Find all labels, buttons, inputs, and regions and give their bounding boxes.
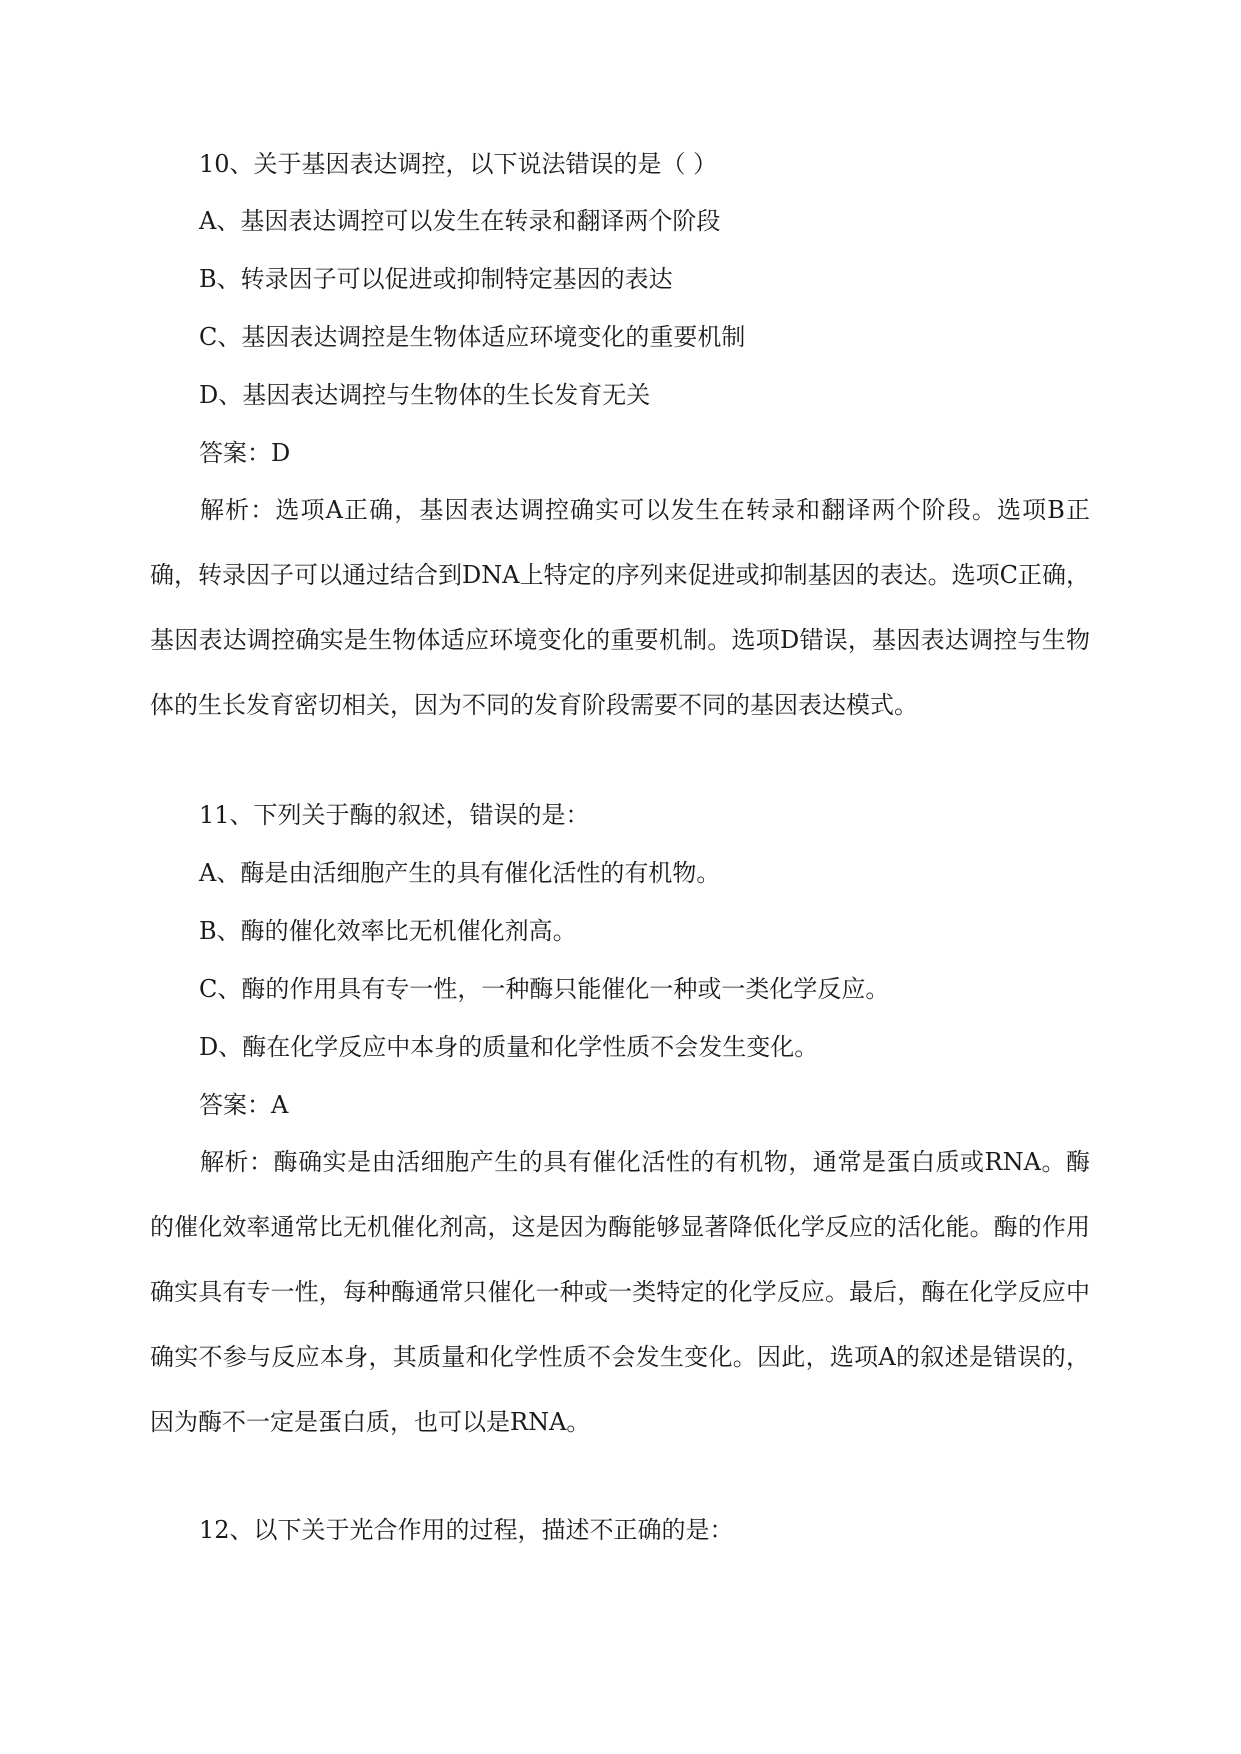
q11-answer: 答案：A <box>199 1091 289 1119</box>
q10-analysis: 解析：选项A正确，基因表达调控确实可以发生在转录和翻译两个阶段。选项B正确，转录因子可以通过结合到DNA上特定的序列来促进或抑制基因的表达。选项C正确，基因表达调控确实是生物体适应环境变化的重要机制。选项D错误，基因表达调控与生物体的生长发育密切相关，因为不同的发育阶段需要不同的基因表达模式。 <box>150 496 1090 719</box>
q11-option-d: D、酶在化学反应中本身的质量和化学性质不会发生变化。 <box>199 1033 819 1061</box>
q12-stem: 12、以下关于光合作用的过程，描述不正确的是： <box>199 1516 734 1544</box>
q11-option-c: C、酶的作用具有专一性，一种酶只能催化一种或一类化学反应。 <box>199 975 890 1003</box>
q10-answer: 答案：D <box>199 439 291 467</box>
q10-option-d: D、基因表达调控与生物体的生长发育无关 <box>199 381 651 409</box>
q10-option-b: B、转录因子可以促进或抑制特定基因的表达 <box>199 265 673 293</box>
q10-option-a: A、基因表达调控可以发生在转录和翻译两个阶段 <box>199 207 721 235</box>
q11-analysis: 解析：酶确实是由活细胞产生的具有催化活性的有机物，通常是蛋白质或RNA。酶的催化效率通常比无机催化剂高，这是因为酶能够显著降低化学反应的活化能。酶的作用确实具有专一性，每种酶通常只催化一种或一类特定的化学反应。最后，酶在化学反应中确实不参与反应本身，其质量和化学性质不会发生变化。因此，选项A的叙述是错误的，因为酶不一定是蛋白质，也可以是RNA。 <box>150 1148 1090 1436</box>
q10-stem: 10、关于基因表达调控，以下说法错误的是（ ） <box>199 150 718 178</box>
q11-stem: 11、下列关于酶的叙述，错误的是： <box>199 801 590 829</box>
q11-option-b: B、酶的催化效率比无机催化剂高。 <box>199 917 577 945</box>
q11-option-a: A、酶是由活细胞产生的具有催化活性的有机物。 <box>199 859 721 887</box>
q10-option-c: C、基因表达调控是生物体适应环境变化的重要机制 <box>199 323 746 351</box>
